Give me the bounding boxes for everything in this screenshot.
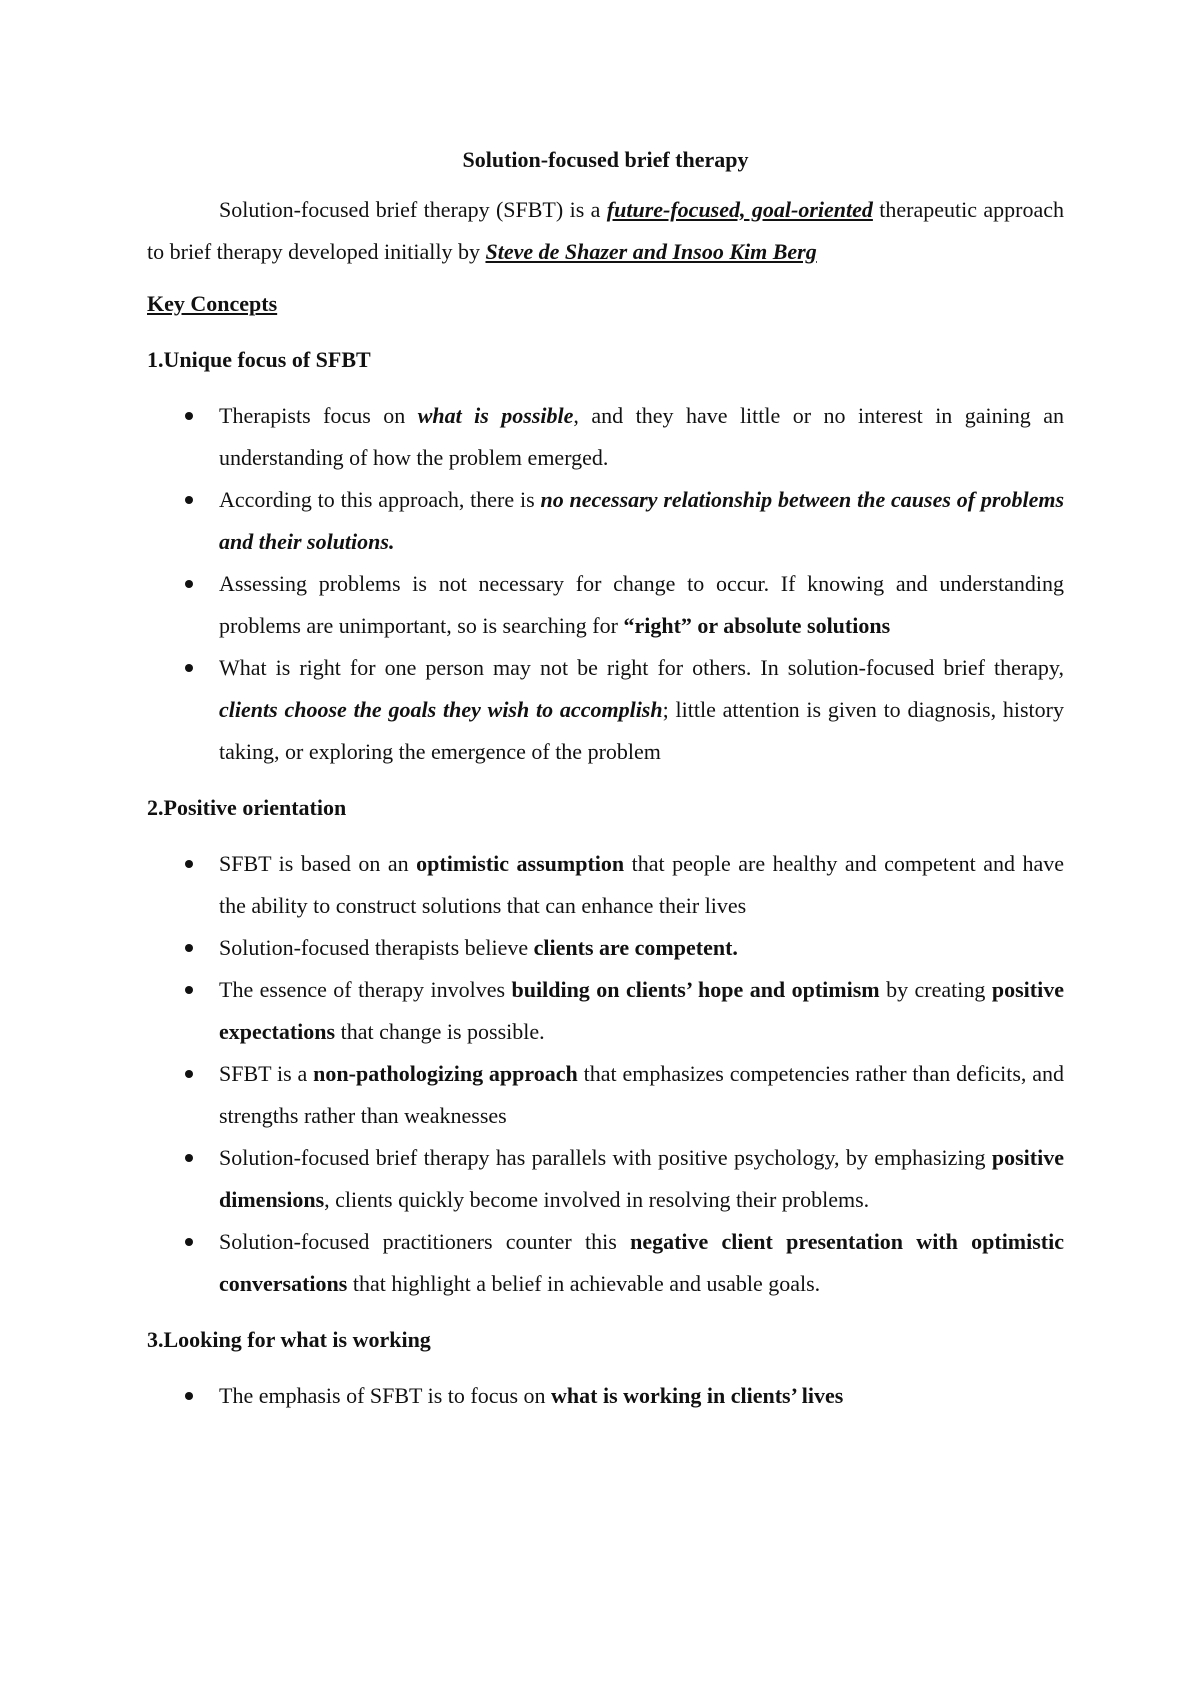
bullet-text: that people are healthy and competent and have the ability to construct solutions that can enhance their lives (219, 851, 1064, 918)
section-1-list (147, 395, 1064, 773)
document-content (147, 145, 1064, 1431)
section-2-list (147, 843, 1064, 1305)
list-item (147, 1375, 1064, 1417)
list-item (147, 647, 1064, 773)
bullet-text: Solution-focused brief therapy has parallels with positive psychology, by emphasizing (219, 1145, 992, 1170)
bullet-text: that change is possible. (335, 1019, 545, 1044)
list-item (147, 479, 1064, 563)
bullet-icon (185, 412, 193, 420)
list-item (147, 395, 1064, 479)
bullet-icon (185, 1154, 193, 1162)
bullet-emphasis: negative client presentation with optimistic conversations (219, 1229, 1065, 1296)
key-concepts-heading: Key Concepts (147, 291, 278, 316)
bullet-text: ; little attention is given to diagnosis, history taking, or exploring the emergence of the problem (219, 697, 1064, 764)
bullet-emphasis: clients choose the goals they wish to accomplish (219, 697, 663, 722)
bullet-icon (185, 664, 193, 672)
intro-text-before: Solution-focused brief therapy (SFBT) is a (219, 197, 607, 222)
bullet-text: that highlight a belief in achievable and usable goals. (347, 1271, 821, 1296)
bullet-emphasis: optimistic assumption (416, 851, 625, 876)
section-2-heading: 2.Positive orientation (147, 795, 347, 820)
bullet-text: that emphasizes competencies rather than deficits, and strengths rather than weaknesses (219, 1061, 1064, 1128)
bullet-icon (185, 496, 193, 504)
section-3-list (147, 1375, 1064, 1417)
list-item (147, 1053, 1064, 1137)
list-item (147, 1221, 1064, 1305)
bullet-text: Therapists focus on (219, 403, 418, 428)
intro-paragraph (147, 189, 1064, 273)
bullet-emphasis: positive expectations (219, 977, 1064, 1044)
intro-emphasis-future-focused: future-focused, goal-oriented (606, 197, 873, 222)
section-1-heading: 1.Unique focus of SFBT (147, 347, 371, 372)
bullet-icon (185, 1392, 193, 1400)
list-item (147, 843, 1064, 927)
intro-text-middle: therapeutic approach to brief therapy developed initially by (147, 197, 1064, 264)
bullet-text: SFBT is a (219, 1061, 314, 1086)
bullet-emphasis: what is working in clients’ lives (551, 1383, 844, 1408)
list-item (147, 969, 1064, 1053)
bullet-text: , clients quickly become involved in resolving their problems. (324, 1187, 870, 1212)
bullet-text: by creating (879, 977, 992, 1002)
bullet-emphasis: clients are competent. (533, 935, 738, 960)
list-item (147, 927, 1064, 969)
bullet-text: , and they have little or no interest in gaining an understanding of how the problem emerged. (219, 403, 1064, 470)
bullet-icon (185, 580, 193, 588)
bullet-text: What is right for one person may not be right for others. In solution-focused brief therapy, (219, 655, 1064, 680)
bullet-text: SFBT is based on an (219, 851, 417, 876)
bullet-text: Assessing problems is not necessary for change to occur. If knowing and understanding problems are unimportant, so is searching for (219, 571, 1064, 638)
list-item (147, 563, 1064, 647)
bullet-emphasis: what is possible (417, 403, 574, 428)
bullet-emphasis: building on clients’ hope and optimism (511, 977, 880, 1002)
intro-emphasis-founders: Steve de Shazer and Insoo Kim Berg (485, 239, 817, 264)
bullet-text: Solution-focused therapists believe (219, 935, 534, 960)
bullet-emphasis: “right” or absolute solutions (623, 613, 891, 638)
bullet-emphasis: non-pathologizing approach (313, 1061, 578, 1086)
bullet-emphasis: no necessary relationship between the causes of problems and their solutions. (219, 487, 1065, 554)
bullet-text: The essence of therapy involves (219, 977, 512, 1002)
list-item (147, 1137, 1064, 1221)
bullet-icon (185, 986, 193, 994)
bullet-text: According to this approach, there is (219, 487, 541, 512)
section-3-heading: 3.Looking for what is working (147, 1327, 431, 1352)
bullet-icon (185, 860, 193, 868)
bullet-text: The emphasis of SFBT is to focus on (219, 1383, 552, 1408)
bullet-icon (185, 1070, 193, 1078)
bullet-text: Solution-focused practitioners counter this (219, 1229, 631, 1254)
bullet-emphasis: positive dimensions (219, 1145, 1064, 1212)
bullet-icon (185, 1238, 193, 1246)
document-title: Solution-focused brief therapy (462, 147, 749, 172)
bullet-icon (185, 944, 193, 952)
